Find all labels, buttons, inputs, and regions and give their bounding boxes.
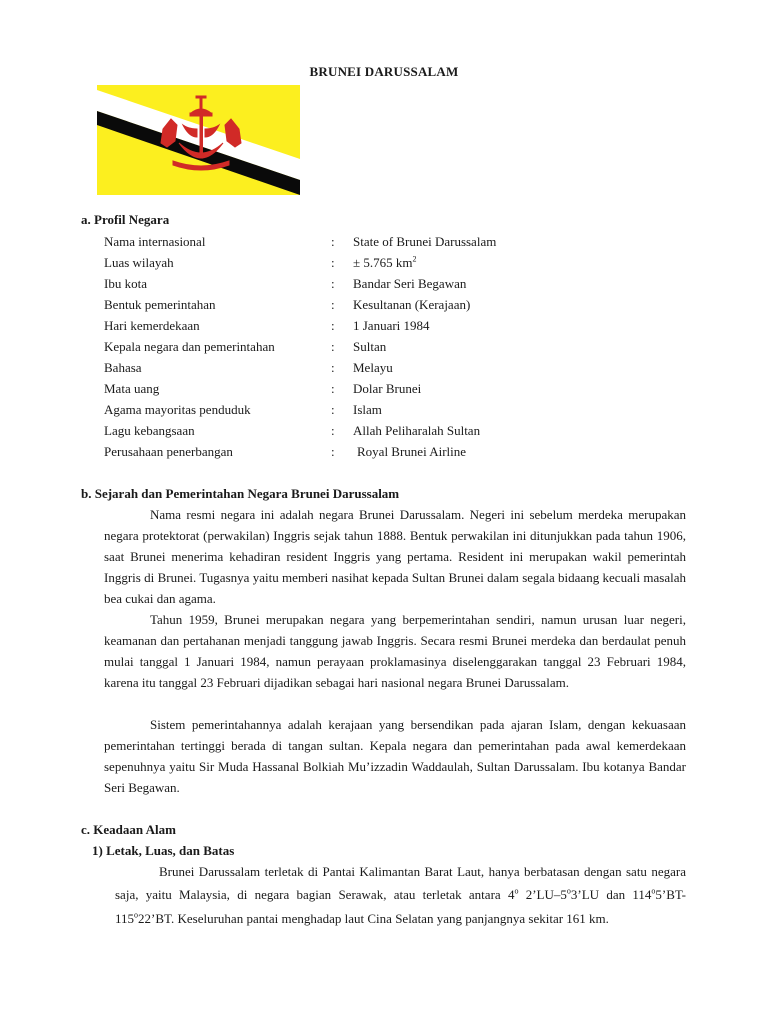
- profile-value: [353, 254, 417, 272]
- profile-value: Sultan: [353, 339, 387, 354]
- area-value: ± 5.765 km: [353, 255, 413, 270]
- profile-value: Kesultanan (Kerajaan): [353, 297, 471, 312]
- profile-colon: :: [331, 234, 335, 249]
- profile-value: 1 Januari 1984: [353, 318, 430, 333]
- area-superscript: 2: [412, 254, 417, 264]
- profile-value: Bandar Seri Begawan: [353, 276, 467, 291]
- profile-colon: :: [331, 360, 335, 375]
- profile-colon: :: [331, 255, 335, 270]
- degree-sup: o: [514, 886, 519, 896]
- profile-colon: :: [331, 318, 335, 333]
- profile-label: Lagu kebangsaan: [104, 423, 195, 438]
- history-paragraph-3: Sistem pemerintahannya adalah kerajaan yang bersendikan pada ajaran Islam, dengan kekuasaan pemerintahan tertinggi berada di tangan sultan. Kepala negara dan pemerintahan pada awal kemerdekaan sepenuhnya yaitu Sir Muda Hassanal Bolkiah Mu’izzadin Waddaulah, Sultan Darussalam. Ibu kotanya Bandar Seri Begawan.: [104, 717, 686, 795]
- profile-label: Ibu kota: [104, 276, 147, 291]
- location-text-5: 22’BT. Keseluruhan pantai menghadap laut Cina Selatan yang panjangnya sekitar 161 km.: [138, 910, 609, 926]
- profile-colon: :: [331, 339, 335, 354]
- degree-sup: o: [134, 910, 139, 920]
- profile-label: Perusahaan penerbangan: [104, 444, 233, 459]
- profile-label: Mata uang: [104, 381, 160, 396]
- profile-value: Royal Brunei Airline: [357, 444, 467, 459]
- profile-value: Allah Peliharalah Sultan: [353, 423, 481, 438]
- profile-label: Nama internasional: [104, 234, 206, 249]
- brunei-flag-image: [97, 85, 300, 195]
- profile-value: Islam: [353, 402, 382, 417]
- profile-label: Bentuk pemerintahan: [104, 297, 216, 312]
- profile-label: Bahasa: [104, 360, 142, 375]
- history-paragraph-1: Nama resmi negara ini adalah negara Brunei Darussalam. Negeri ini sebelum merdeka merupakan negara protektorat (perwakilan) Inggris sejak tahun 1888. Bentuk perwakilan ini ditunjukkan pada tahun 1906, saat Brunei menerima kehadiran resident Inggris yang pertama. Resident ini merupakan wakil pemerintah Inggris di Brunei. Tugasnya yaitu memberi nasihat kepada Sultan Brunei dalam segala bidaang kecuali masalah bea cukai dan agama.: [104, 507, 686, 606]
- location-paragraph: [115, 860, 686, 930]
- location-text-1: Brunei Darussalam terletak di Pantai Kalimantan Barat Laut, hanya berbatasan dengan satu negara saja, yaitu Malaysia, di negara bagian Serawak, atau terletak antara 4: [115, 864, 686, 903]
- profile-colon: :: [331, 444, 335, 459]
- history-paragraph-2: Tahun 1959, Brunei merupakan negara yang berpemerintahan sendiri, namun urusan luar negeri, keamanan dan pertahanan menjadi tanggung jawab Inggris. Secara resmi Brunei merdeka dan berdaulat penuh mulai tanggal 1 Januari 1984, namun perayaan proklamasinya diselenggarakan tanggal 23 Februari 1984, karena itu tanggal 23 Februari dijadikan sebagai hari nasional negara Brunei Darussalam.: [104, 612, 686, 690]
- location-text-4: 5’BT-115: [115, 887, 686, 926]
- profile-value: Dolar Brunei: [353, 381, 422, 396]
- location-text-2: 2’LU–5: [518, 887, 567, 903]
- section-c-subheading: 1) Letak, Luas, dan Batas: [92, 843, 235, 858]
- location-text-3: 3’LU dan 114: [570, 887, 652, 903]
- profile-colon: :: [331, 423, 335, 438]
- profile-colon: :: [331, 381, 335, 396]
- profile-value: Melayu: [353, 360, 393, 375]
- degree-sup: o: [566, 886, 571, 896]
- profile-label: Kepala negara dan pemerintahan: [104, 339, 275, 354]
- degree-sup: o: [651, 886, 656, 896]
- page-title: BRUNEI DARUSSALAM: [309, 64, 459, 79]
- section-c-heading: c. Keadaan Alam: [81, 822, 176, 837]
- profile-colon: :: [331, 402, 335, 417]
- profile-value: State of Brunei Darussalam: [353, 234, 497, 249]
- profile-label: Luas wilayah: [104, 255, 174, 270]
- profile-colon: :: [331, 297, 335, 312]
- profile-label: Hari kemerdekaan: [104, 318, 200, 333]
- profile-label: Agama mayoritas penduduk: [104, 402, 251, 417]
- profile-colon: :: [331, 276, 335, 291]
- section-a-heading: a. Profil Negara: [81, 212, 170, 227]
- section-b-heading: b. Sejarah dan Pemerintahan Negara Brunei Darussalam: [81, 486, 400, 501]
